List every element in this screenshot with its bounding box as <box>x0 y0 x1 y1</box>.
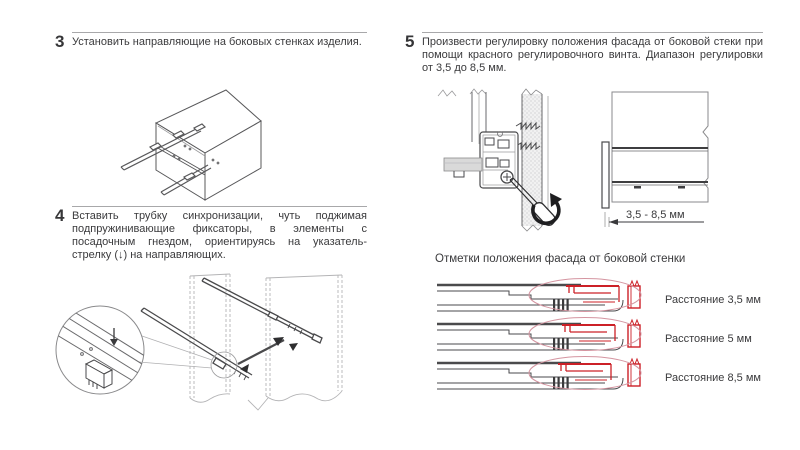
guide-rail-upper <box>202 278 322 343</box>
callout-leader-lines <box>139 336 212 368</box>
distance-label: Расстояние 3,5 мм <box>665 294 761 306</box>
dimension-label: 3,5 - 8,5 мм <box>626 209 685 221</box>
sync-tube-installation-diagram <box>38 272 372 436</box>
distance-row-diagram-8-5 <box>435 356 649 400</box>
step-body <box>72 32 367 50</box>
distance-row <box>435 356 761 400</box>
facade-adjustment-section-diagram <box>430 84 598 236</box>
marks-section-title: Отметки положения фасада от боковой стенки <box>435 253 686 265</box>
guide-rail-front <box>141 308 252 380</box>
step-number: 4 <box>55 206 65 225</box>
step-4-section <box>55 206 367 262</box>
adjustment-range-diagram <box>596 86 766 232</box>
cabinet-isometric-diagram <box>58 80 360 208</box>
step-body <box>422 32 763 75</box>
distance-row <box>435 317 752 361</box>
step-text: Произвести регулировку положения фасада от боковой стеки при помощи красного регулировочного винта. Диапазон регулировки от 3,5 до 8,5 мм. <box>422 36 763 74</box>
distance-row-diagram-3-5 <box>435 278 649 322</box>
divider <box>72 206 367 207</box>
distance-row-diagram-5 <box>435 317 649 361</box>
distance-row <box>435 278 761 322</box>
step-3-section <box>55 32 367 50</box>
step-text: Установить направляющие на боковых стенках изделия. <box>72 36 362 48</box>
distance-label: Расстояние 8,5 мм <box>665 372 761 384</box>
step-text: Вставить трубку синхронизации, чуть поджимая подпружинивающие фиксаторы, в элементы с посадочным гнездом, ориентируясь на указатель-стрелку (↓) на направляющих. <box>72 210 367 261</box>
distance-label: Расстояние 5 мм <box>665 333 752 345</box>
divider <box>422 32 763 33</box>
facade-bar <box>602 142 609 208</box>
direction-arrow-icon <box>240 337 298 373</box>
step-body <box>72 206 367 262</box>
step-number: 5 <box>405 32 415 51</box>
facade-panel-section <box>438 89 486 146</box>
divider <box>72 32 367 33</box>
step-number: 3 <box>55 32 65 51</box>
dimension-indicator <box>605 209 704 227</box>
bottom-panel-section <box>444 158 482 177</box>
step-5-section <box>405 32 763 75</box>
